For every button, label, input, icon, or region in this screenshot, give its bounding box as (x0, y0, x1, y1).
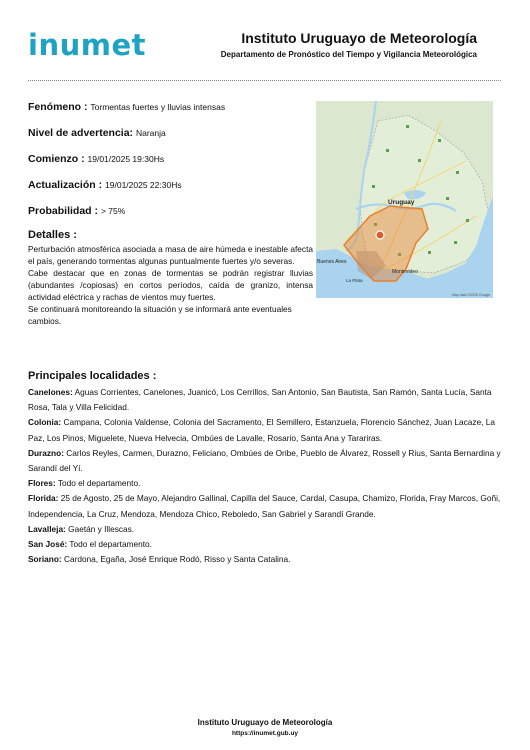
locality-names: Cardona, Egaña, José Enrique Rodó, Risso y Santa Catalina. (61, 554, 291, 565)
actualizacion-label: Actualización : (28, 179, 103, 191)
details-paragraph: Perturbación atmosférica asociada a masa de aire húmeda e inestable afecta el país, generando tormentas algunas puntualmente fuertes y/o severas. (28, 244, 313, 266)
inumet-logo: inumet (28, 28, 146, 62)
locality-row (28, 446, 502, 476)
footer-url-link[interactable]: https://inumet.gub.uy (231, 730, 299, 737)
localities-list (28, 385, 502, 567)
locality-names: Carlos Reyles, Carmen, Durazno, Feliciano, Ombúes de Oribe, Pueblo de Álvarez, Rossell y Rius, Santa Bernardina y Sarandí del Yí. (28, 447, 501, 474)
fenomeno-field (28, 101, 225, 113)
nivel-field (28, 127, 166, 139)
actualizacion-value: 19/01/2025 22:30Hs (105, 180, 182, 190)
locality-row (28, 476, 502, 491)
details-paragraph: Se continuará monitoreando la situación y se informará ante eventuales cambios. (28, 304, 292, 326)
localities-heading: Principales localidades : (28, 370, 157, 382)
department-name: Lavalleja: (28, 523, 66, 534)
probabilidad-label: Probabilidad : (28, 205, 99, 217)
montevideo-label: Montevideo (392, 269, 418, 275)
department-name: Durazno: (28, 447, 64, 458)
locality-names: Aguas Corrientes, Canelones, Juanicó, Los Cerrillos, San Antonio, San Bautista, San Ramón, Santa Lucía, Santa Rosa, Tala y Villa Felicidad. (28, 387, 492, 413)
nivel-label: Nivel de advertencia: (28, 127, 134, 139)
locality-names: Campana, Colonia Valdense, Colonia del Sacramento, El Semillero, Estanzuela, Florencio Sánchez, Juan Lacaze, La Paz, Los Pinos, Miguelete, Nueva Helvecia, Ombúes de Lavalle, Rosario, Santa Ana y Tarariras. (28, 417, 496, 443)
locality-names: Todo el departamento. (55, 478, 141, 489)
map-attribution: Map data ©2025 Google (452, 293, 491, 297)
department-name: Canelones: (28, 387, 73, 397)
locality-names: Todo el departamento. (67, 539, 152, 550)
department-name: Flores: (28, 478, 56, 489)
details-paragraph: Cabe destacar que en zonas de tormentas se podrán registrar lluvias (abundantes /copiosas) en cortos períodos, caída de granizo, intensa actividad eléctrica y rachas de vientos muy fuertes. (28, 268, 313, 302)
locality-row (28, 491, 502, 521)
department-name: Colonia: (28, 417, 62, 428)
uruguay-label: Uruguay (388, 199, 415, 206)
details-body (28, 243, 313, 327)
institute-title: Instituto Uruguayo de Meteorología (241, 30, 477, 46)
header-divider (28, 80, 501, 81)
department-name: Florida: (28, 493, 59, 504)
la-plata-label: La Plata (346, 278, 363, 283)
probabilidad-value: > 75% (100, 206, 126, 216)
alert-center-marker (376, 231, 384, 239)
warning-map (316, 101, 493, 298)
actualizacion-field (28, 179, 182, 191)
department-subtitle: Departamento de Pronóstico del Tiempo y Vigilancia Meteorológica (220, 50, 477, 59)
fenomeno-value: Tormentas fuertes y lluvias intensas (90, 102, 226, 112)
department-name: Soriano: (28, 554, 62, 565)
locality-row (28, 537, 502, 552)
probabilidad-field (28, 205, 125, 217)
buenos-aires-label: Buenos Aires (317, 259, 347, 265)
locality-row (28, 385, 502, 415)
comienzo-label: Comienzo : (28, 153, 85, 165)
locality-row (28, 552, 502, 567)
locality-names: 25 de Agosto, 25 de Mayo, Alejandro Gallinal, Capilla del Sauce, Cardal, Casupa, Chamizo, Florida, Fray Marcos, Goñi, Independencia, La Cruz, Mendoza, Mendoza Chico, Reboledo, San Gabriel y Sarandí Grande. (28, 493, 501, 519)
footer-institute: Instituto Uruguayo de Meteorología (197, 718, 333, 727)
locality-names: Gaetán y Illescas. (65, 523, 135, 534)
department-name: San José: (28, 539, 68, 550)
locality-row (28, 415, 502, 445)
details-heading: Detalles : (28, 229, 77, 241)
fenomeno-label: Fenómeno : (28, 101, 88, 113)
nivel-value: Naranja (135, 128, 166, 138)
comienzo-field (28, 153, 164, 165)
comienzo-value: 19/01/2025 19:30Hs (87, 154, 165, 164)
locality-row (28, 522, 502, 537)
